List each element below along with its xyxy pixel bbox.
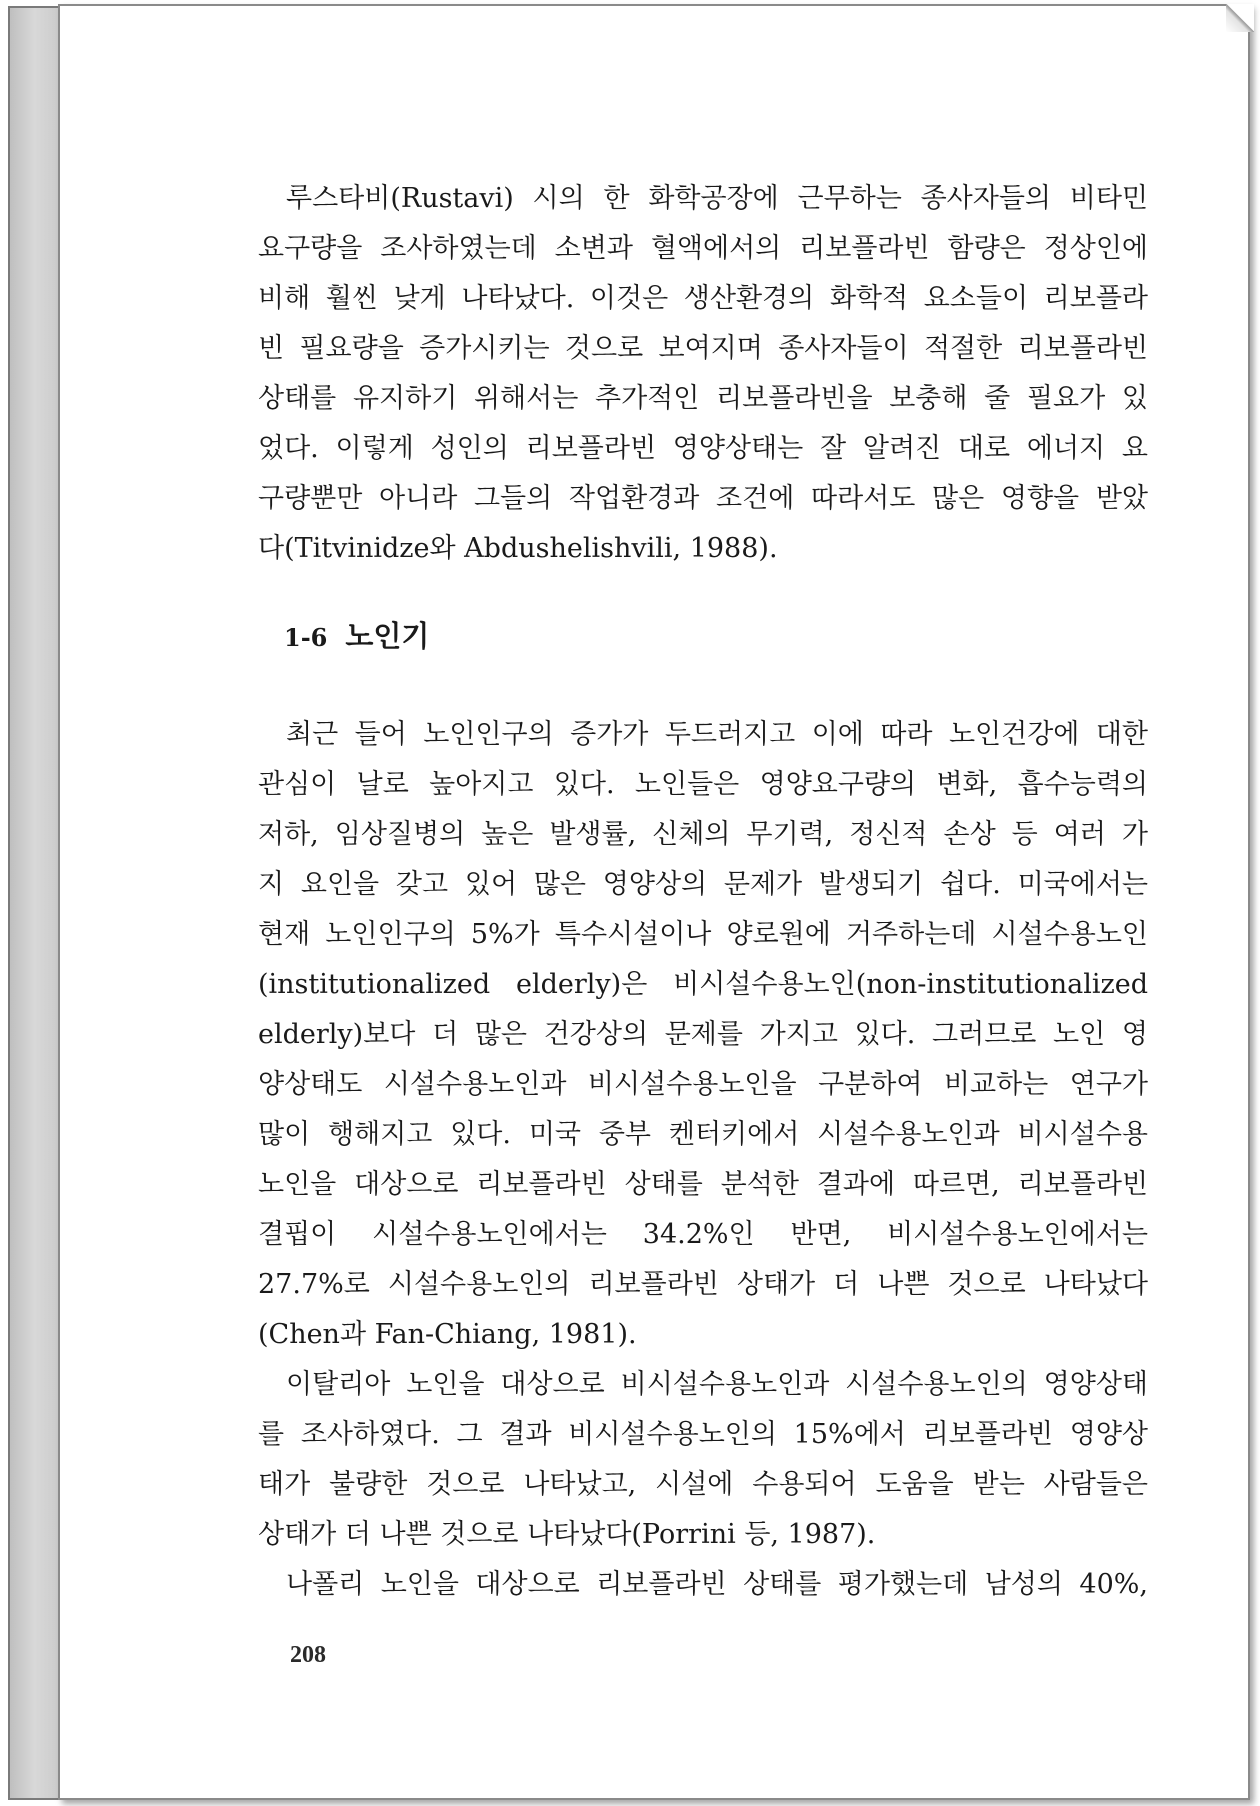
text-line: 나폴리 노인을 대상으로 리보플라빈 상태를 평가했는데 남성의 40%, bbox=[286, 1569, 1148, 1600]
text-line: 양상태도 시설수용노인과 비시설수용노인을 구분하여 비교하는 연구가 bbox=[258, 1069, 1148, 1100]
text-line: 현재 노인인구의 5%가 특수시설이나 양로원에 거주하는데 시설수용노인 bbox=[258, 919, 1148, 950]
text-line: 최근 들어 노인인구의 증가가 두드러지고 이에 따라 노인건강에 대한 bbox=[286, 719, 1148, 750]
text-line: 비해 훨씬 낮게 나타났다. 이것은 생산환경의 화학적 요소들이 리보플라 bbox=[258, 283, 1148, 314]
text-line: 많이 행해지고 있다. 미국 중부 켄터키에서 시설수용노인과 비시설수용 bbox=[258, 1119, 1148, 1150]
text-line: 27.7%로 시설수용노인의 리보플라빈 상태가 더 나쁜 것으로 나타났다 bbox=[258, 1269, 1148, 1300]
text-line: 구량뿐만 아니라 그들의 작업환경과 조건에 따라서도 많은 영향을 받았 bbox=[258, 483, 1148, 514]
text-line: 다(Titvinidze와 Abdushelishvili, 1988). bbox=[258, 533, 778, 564]
paragraph-naples bbox=[258, 1560, 1148, 1610]
text-line: 상태를 유지하기 위해서는 추가적인 리보플라빈을 보충해 줄 필요가 있 bbox=[258, 383, 1148, 414]
page-corner-fold bbox=[1226, 4, 1254, 32]
text-line: 노인을 대상으로 리보플라빈 상태를 분석한 결과에 따르면, 리보플라빈 bbox=[258, 1169, 1148, 1200]
text-line: 태가 불량한 것으로 나타났고, 시설에 수용되어 도움을 받는 사람들은 bbox=[258, 1469, 1148, 1500]
text-line: 저하, 임상질병의 높은 발생률, 신체의 무기력, 정신적 손상 등 여러 가 bbox=[258, 819, 1148, 850]
text-line: 상태가 더 나쁜 것으로 나타났다(Porrini 등, 1987). bbox=[258, 1519, 876, 1550]
text-line: 를 조사하였다. 그 결과 비시설수용노인의 15%에서 리보플라빈 영양상 bbox=[258, 1419, 1148, 1450]
paragraph-elderly-intro bbox=[258, 710, 1148, 1360]
text-line: 지 요인을 갖고 있어 많은 영양상의 문제가 발생되기 쉽다. 미국에서는 bbox=[258, 869, 1148, 900]
text-line: 요구량을 조사하였는데 소변과 혈액에서의 리보플라빈 함량은 정상인에 bbox=[258, 233, 1148, 264]
text-line: 루스타비(Rustavi) 시의 한 화학공장에 근무하는 종사자들의 비타민 bbox=[286, 183, 1148, 214]
text-line: 빈 필요량을 증가시키는 것으로 보여지며 종사자들이 적절한 리보플라빈 bbox=[258, 333, 1148, 364]
text-line: 결핍이 시설수용노인에서는 34.2%인 반면, 비시설수용노인에서는 bbox=[258, 1219, 1148, 1250]
paragraph-italy bbox=[258, 1360, 1148, 1560]
text-line: 관심이 날로 높아지고 있다. 노인들은 영양요구량의 변화, 흡수능력의 bbox=[258, 769, 1148, 800]
text-line: elderly)보다 더 많은 건강상의 문제를 가지고 있다. 그러므로 노인 영 bbox=[258, 1019, 1148, 1050]
text-line: 었다. 이렇게 성인의 리보플라빈 영양상태는 잘 알려진 대로 에너지 요 bbox=[258, 433, 1148, 464]
paragraph-rustavi bbox=[258, 174, 1148, 574]
paragraph-body bbox=[258, 174, 1148, 574]
page-number: 208 bbox=[290, 1642, 326, 1668]
text-line: (institutionalized elderly)은 비시설수용노인(non-institutionalized bbox=[258, 969, 1148, 1000]
text-line: (Chen과 Fan-Chiang, 1981). bbox=[258, 1319, 637, 1350]
section-number: 1-6 bbox=[284, 623, 328, 652]
section-body bbox=[258, 710, 1148, 1610]
section-title: 노인기 bbox=[345, 619, 430, 653]
text-line: 이탈리아 노인을 대상으로 비시설수용노인과 시설수용노인의 영양상태 bbox=[286, 1369, 1148, 1400]
section-heading bbox=[284, 614, 429, 655]
